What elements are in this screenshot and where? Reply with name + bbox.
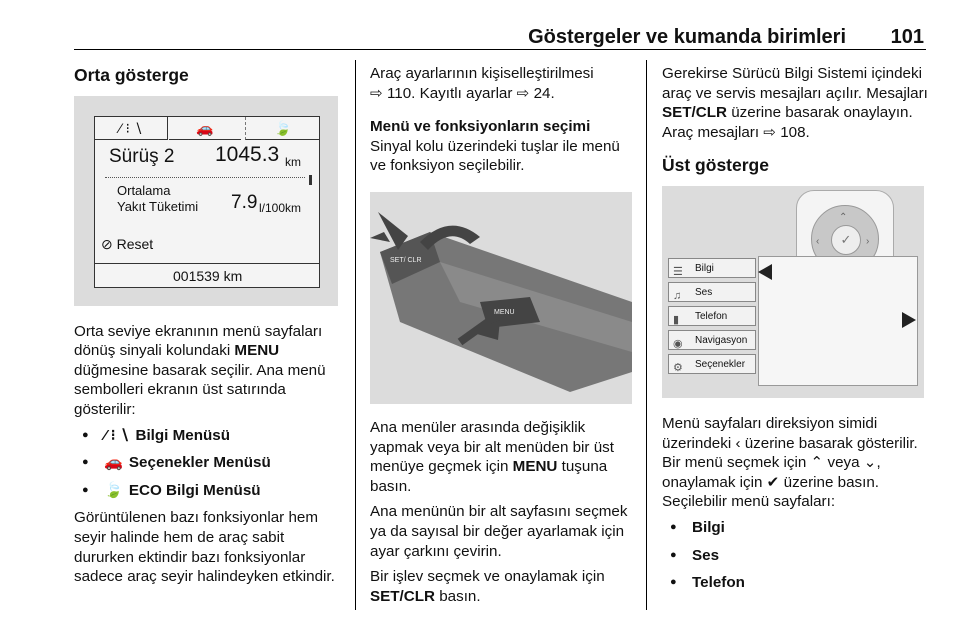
main-menu-list [74, 426, 342, 501]
menu-item-label: Bilgi [695, 262, 714, 274]
paragraph-functions: Görüntülenen bazı fonksiyonlar hem seyir halinde hem de araç sabit dururken ektindir bazı fonksiyonlar sadece araç seyir halindeyken etkindir. [74, 509, 335, 586]
set-clr-label: SET/CLR [662, 104, 727, 122]
scroll-indicator [309, 175, 312, 185]
upper-display-figure [662, 186, 924, 398]
trip-label: Sürüş 2 [109, 145, 175, 167]
column-3 [662, 64, 928, 601]
text: tuşuna basın. [370, 458, 608, 495]
fuel-consumption-label: Yakıt Tüketimi [117, 198, 199, 214]
odometer-value: 001539 km [173, 267, 243, 284]
menu-item-phone [668, 306, 756, 326]
list-item [74, 453, 342, 473]
header-title: Göstergeler ve kumanda birimleri [528, 26, 846, 48]
list-item: ● Bilgi [662, 518, 928, 538]
text: Orta seviye ekranının menü sayfaları dönüş sinyali kolundaki [74, 322, 323, 360]
list-item-label: Seçenekler Menüsü [128, 454, 271, 472]
confirm-check-icon: ✓ [831, 225, 861, 255]
center-display-figure [74, 96, 338, 306]
text: basın. [434, 587, 481, 605]
paragraph-switch-menus [370, 418, 634, 496]
dotted-divider [105, 177, 305, 178]
music-icon: ♫ [673, 289, 682, 302]
paragraph-menu-navigation: Menü sayfaları direksiyon simidi üzerindeki ‹ üzerine basarak gösterilir. Bir menü seçmek için ⌃ veya ⌄, onaylamak için ✔ üzerine basın. Seçilebilir menü sayfaları: [662, 414, 918, 511]
reset-label: Reset [116, 235, 154, 252]
lcd-screen [94, 116, 320, 288]
menu-item-audio [668, 282, 756, 302]
menu-item-info [668, 258, 756, 278]
left-arrow-icon: ‹ [816, 235, 820, 247]
list-item [74, 481, 342, 501]
menu-key: MENU [494, 308, 515, 316]
menu-key-label: MENU [234, 342, 280, 360]
set-clr-key: SET/ CLR [390, 256, 422, 264]
stalk-illustration [370, 192, 632, 404]
text: üzerine basarak onaylayın. Araç mesajları ⇨ 108. [662, 104, 913, 141]
left-triangle-icon [758, 264, 772, 280]
list-item [74, 426, 342, 446]
text: Araç ayarlarının kişiselleştirilmesi [370, 65, 594, 82]
average-label: Ortalama [117, 182, 171, 198]
info-menu-tab: ⁄ ⁝ ∖ [95, 117, 168, 140]
text: Gerekirse Sürücü Bilgi Sistemi içindeki araç ve servis mesajları açılır. Mesajları [662, 65, 928, 102]
phone-icon: ▮ [673, 313, 680, 326]
column-divider-1 [355, 60, 356, 610]
page-number: 101 [890, 26, 924, 48]
section-heading-upper-display: Üst gösterge [662, 155, 769, 176]
info-icon: ⁄ ⁝ ∖ [104, 426, 130, 444]
list-item: ● Ses [662, 546, 928, 566]
menu-item-label: Telefon [695, 310, 728, 322]
list-item-label: ECO Bilgi Menüsü [128, 481, 261, 499]
text: Bir işlev seçmek ve onaylamak için [370, 568, 605, 586]
menu-pages-list [662, 518, 928, 593]
page-header [74, 26, 926, 48]
set-clr-label: SET/CLR [370, 587, 435, 605]
column-1 [74, 58, 342, 593]
text: Ana menüler arasında değişiklik yapmak veya bir alt menüden bir üst menüye geçmek için [370, 418, 614, 476]
reset-row [101, 235, 153, 255]
column-2 [370, 64, 634, 612]
menu-item-settings [668, 354, 756, 374]
menu-item-label: Seçenekler [695, 358, 746, 370]
paragraph-menu-pages [74, 322, 342, 420]
settings-icon: ⚙ [673, 361, 683, 374]
column-divider-2 [646, 60, 647, 610]
text: düğmesine basarak seçilir. Ana menü sembolleri ekranın üst satırında gösterilir: [74, 361, 326, 418]
header-rule [74, 49, 926, 50]
right-triangle-icon [902, 312, 916, 328]
display-pane [758, 256, 918, 386]
check-icon: ⊘ [101, 235, 113, 252]
text: ⇨ 110. Kayıtlı ayarlar ⇨ 24. [370, 84, 555, 102]
paragraph-adjust-wheel: Ana menünün bir alt sayfasını seçmek ya da sayısal bir değer ayarlamak için ayar çarkını çevirin. [370, 503, 628, 560]
car-icon: 🚗 [104, 454, 123, 472]
leaf-icon: 🍃 [245, 117, 320, 140]
trip-value: 1045.3 [215, 142, 280, 166]
paragraph-stalk-keys: Sinyal kolu üzerindeki tuşlar ile menü ve fonksiyon seçilebilir. [370, 137, 620, 175]
list-item: ● Telefon [662, 573, 928, 593]
leaf-icon: 🍃 [104, 481, 123, 499]
turn-signal-stalk-figure [370, 192, 632, 404]
car-icon: 🚗 [169, 117, 241, 140]
info-icon: ☰ [673, 265, 683, 278]
section-heading-center-display: Orta gösterge [74, 65, 189, 85]
paragraph-confirm [370, 567, 634, 606]
menu-item-navigation [668, 330, 756, 350]
menu-item-label: Ses [695, 286, 713, 298]
up-arrow-icon: ⌃ [839, 211, 848, 223]
navigation-icon: ◉ [673, 337, 683, 350]
fuel-consumption-unit: l/100km [259, 200, 302, 215]
subheading-menu-selection: Menü ve fonksiyonların seçimi [370, 118, 591, 136]
odometer-bar [95, 263, 319, 288]
fuel-consumption-value: 7.9 [231, 191, 258, 213]
paragraph-messages [662, 64, 928, 142]
right-arrow-icon: › [866, 235, 870, 247]
menu-key-label: MENU [512, 458, 558, 476]
menu-item-label: Navigasyon [695, 334, 748, 346]
list-item-label: Bilgi Menüsü [135, 426, 230, 444]
trip-unit: km [285, 154, 301, 169]
